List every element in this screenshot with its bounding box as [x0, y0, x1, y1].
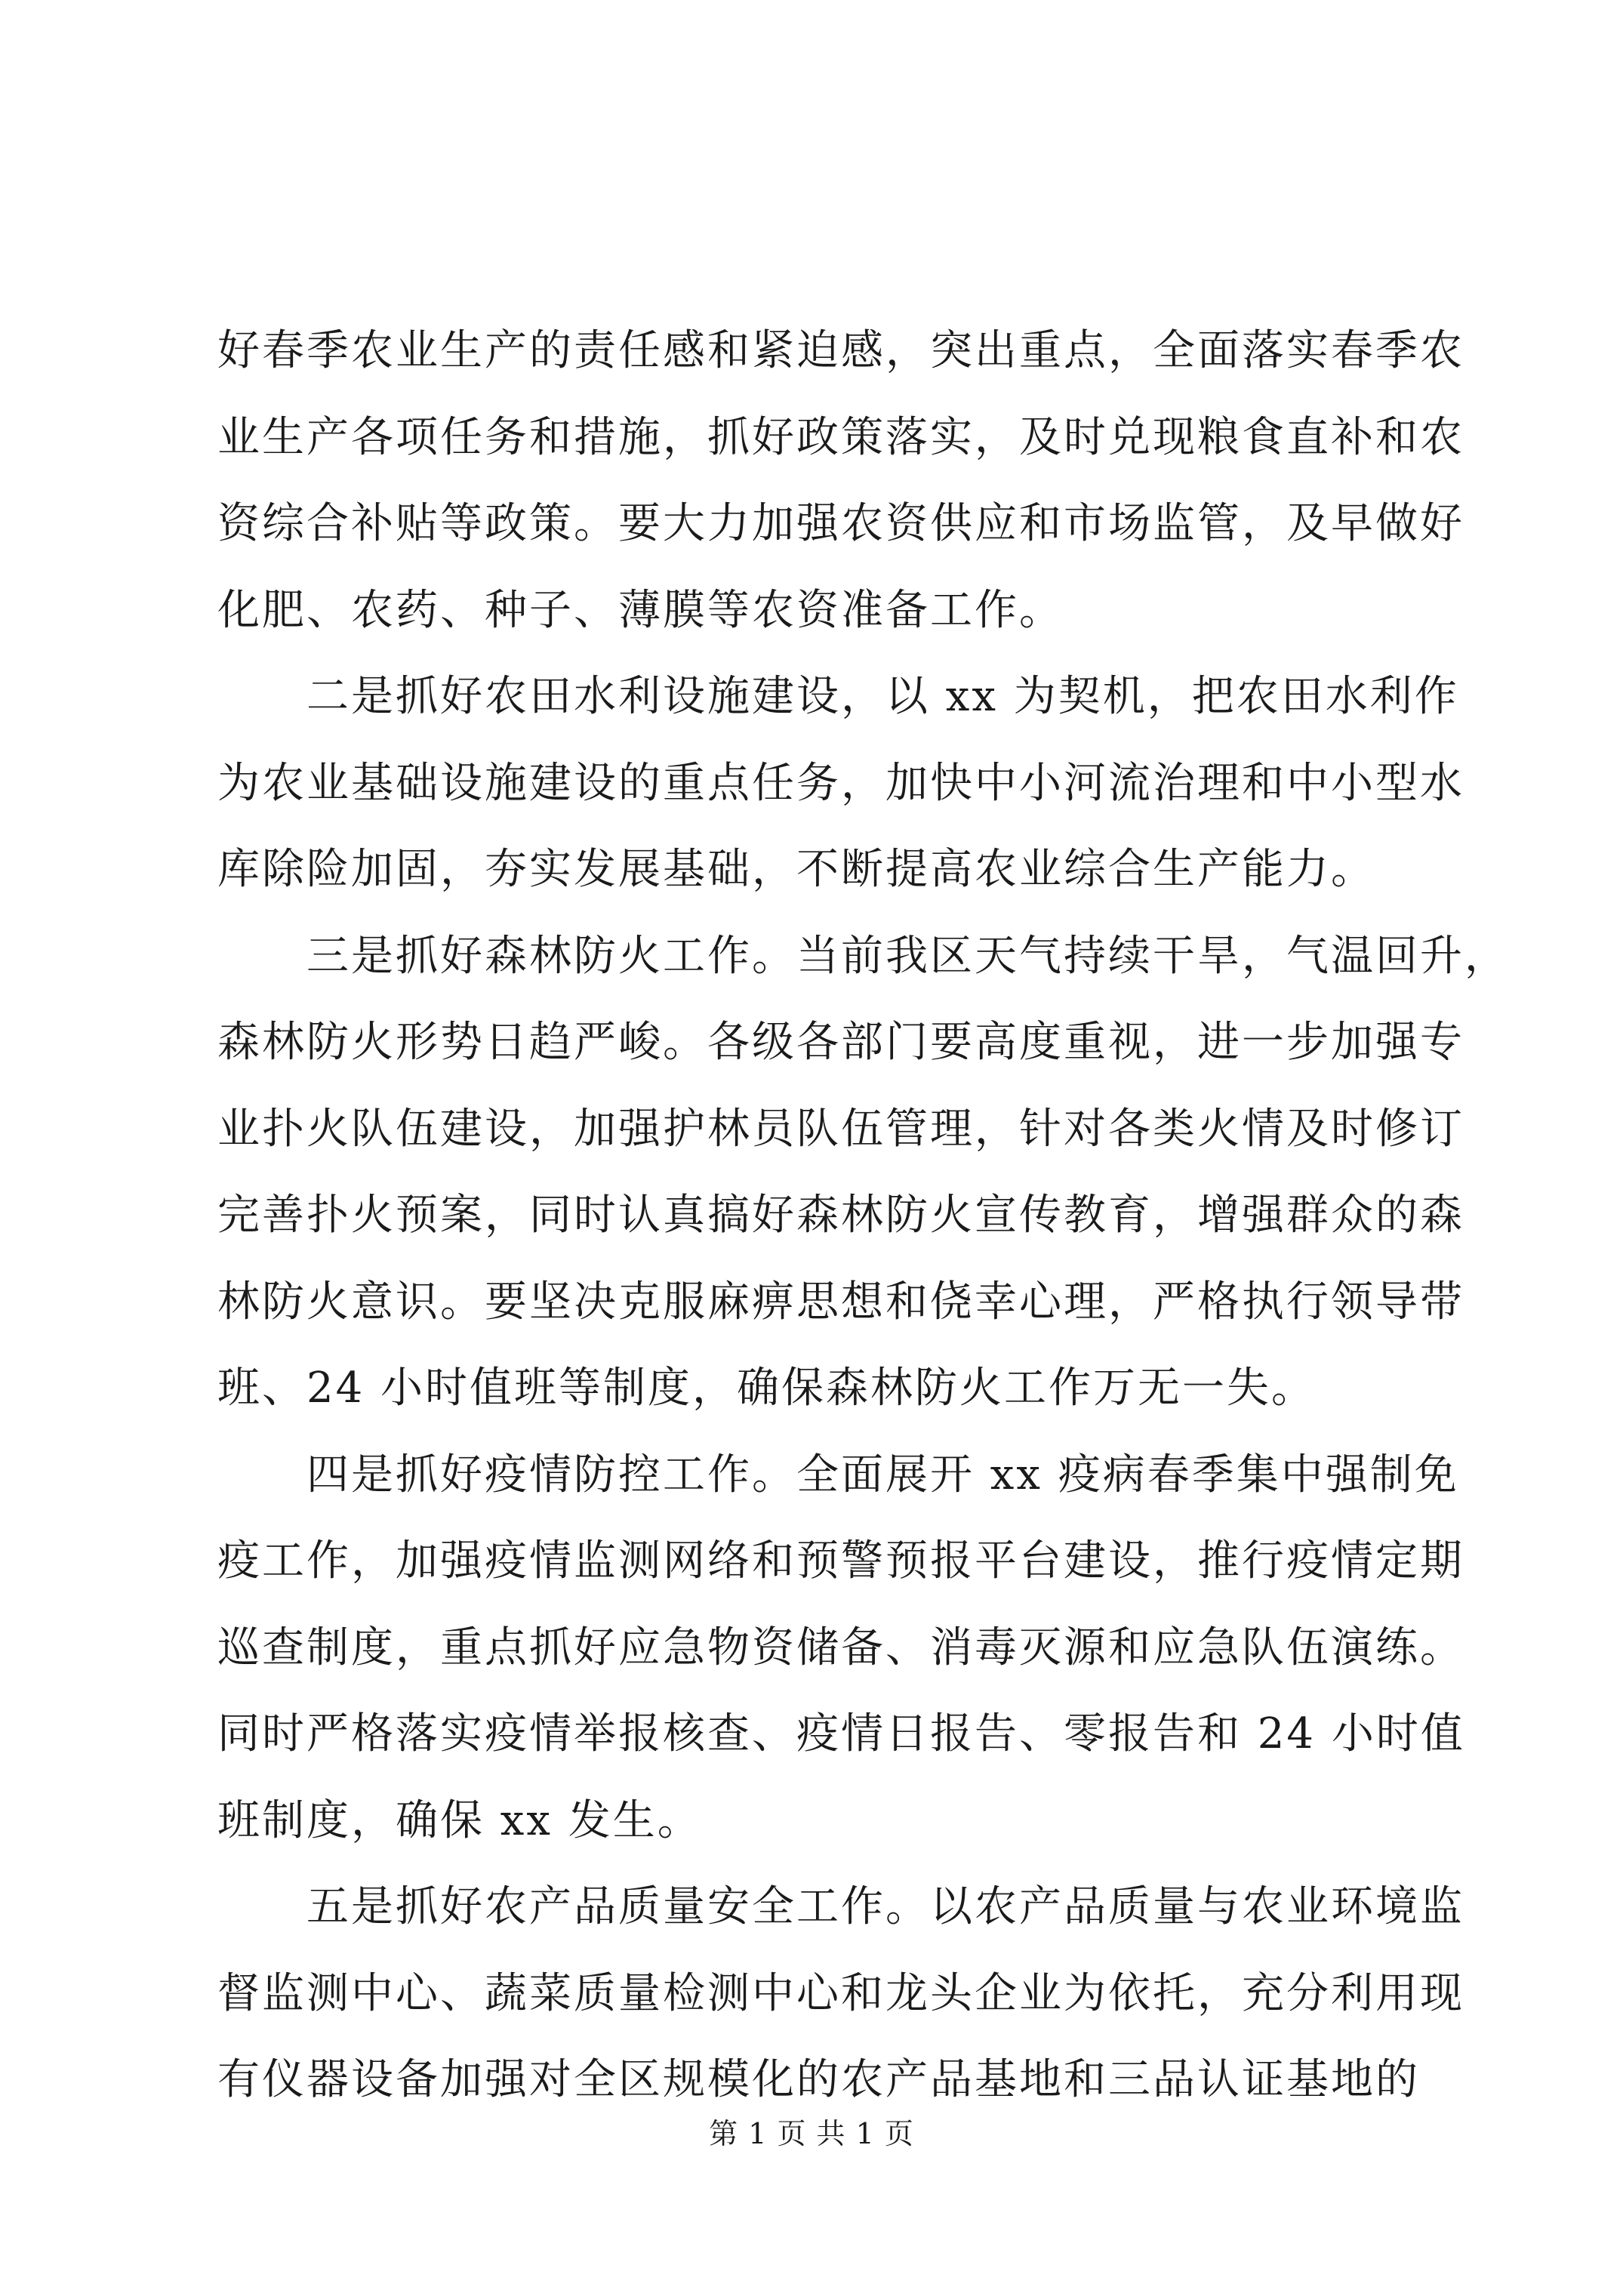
text-line: 同时严格落实疫情举报核查、疫情日报告、零报告和 24 小时值: [217, 1709, 1465, 1758]
text-line: 巡查制度，重点抓好应急物资储备、消毒灭源和应急队伍演练。: [217, 1623, 1464, 1672]
text-line: 班、24 小时值班等制度，确保森林防火工作万无一失。: [217, 1364, 1317, 1413]
text-line: 森林防火形势日趋严峻。各级各部门要高度重视，进一步加强专: [217, 1018, 1464, 1067]
paragraph-start-line: 三是抓好森林防火工作。当前我区天气持续干旱，气温回升，: [306, 931, 1509, 981]
text-line: 督监测中心、蔬菜质量检测中心和龙头企业为依托，充分利用现: [217, 1968, 1464, 2018]
text-line: 班制度，确保 xx 发生。: [217, 1795, 702, 1845]
page-number-footer: 第 1 页 共 1 页: [709, 2117, 914, 2150]
text-line: 化肥、农药、种子、薄膜等农资准备工作。: [217, 585, 1064, 635]
text-line: 为农业基础设施建设的重点任务，加快中小河流治理和中小型水: [217, 758, 1464, 808]
text-line: 有仪器设备加强对全区规模化的农产品基地和三品认证基地的: [217, 2055, 1420, 2104]
text-line: 业生产各项任务和措施，抓好政策落实，及时兑现粮食直补和农: [217, 412, 1464, 462]
text-line: 资综合补贴等政策。要大力加强农资供应和市场监管，及早做好: [217, 499, 1464, 548]
text-line: 疫工作，加强疫情监测网络和预警预报平台建设，推行疫情定期: [217, 1536, 1464, 1586]
text-line: 业扑火队伍建设，加强护林员队伍管理，针对各类火情及时修订: [217, 1104, 1464, 1154]
text-line: 林防火意识。要坚决克服麻痹思想和侥幸心理，严格执行领导带: [217, 1277, 1464, 1327]
body-text: [217, 308, 1509, 2124]
paragraph-start-line: 二是抓好农田水利设施建设，以 xx 为契机，把农田水利作: [306, 672, 1459, 721]
text-line: 完善扑火预案，同时认真搞好森林防火宣传教育，增强群众的森: [217, 1191, 1464, 1240]
paragraph-start-line: 四是抓好疫情防控工作。全面展开 xx 疫病春季集中强制免: [306, 1450, 1459, 1499]
paragraph-start-line: 五是抓好农产品质量安全工作。以农产品质量与农业环境监: [306, 1882, 1464, 1931]
text-line: 库除险加固，夯实发展基础，不断提高农业综合生产能力。: [217, 845, 1375, 894]
text-line: 好春季农业生产的责任感和紧迫感，突出重点，全面落实春季农: [217, 326, 1464, 375]
